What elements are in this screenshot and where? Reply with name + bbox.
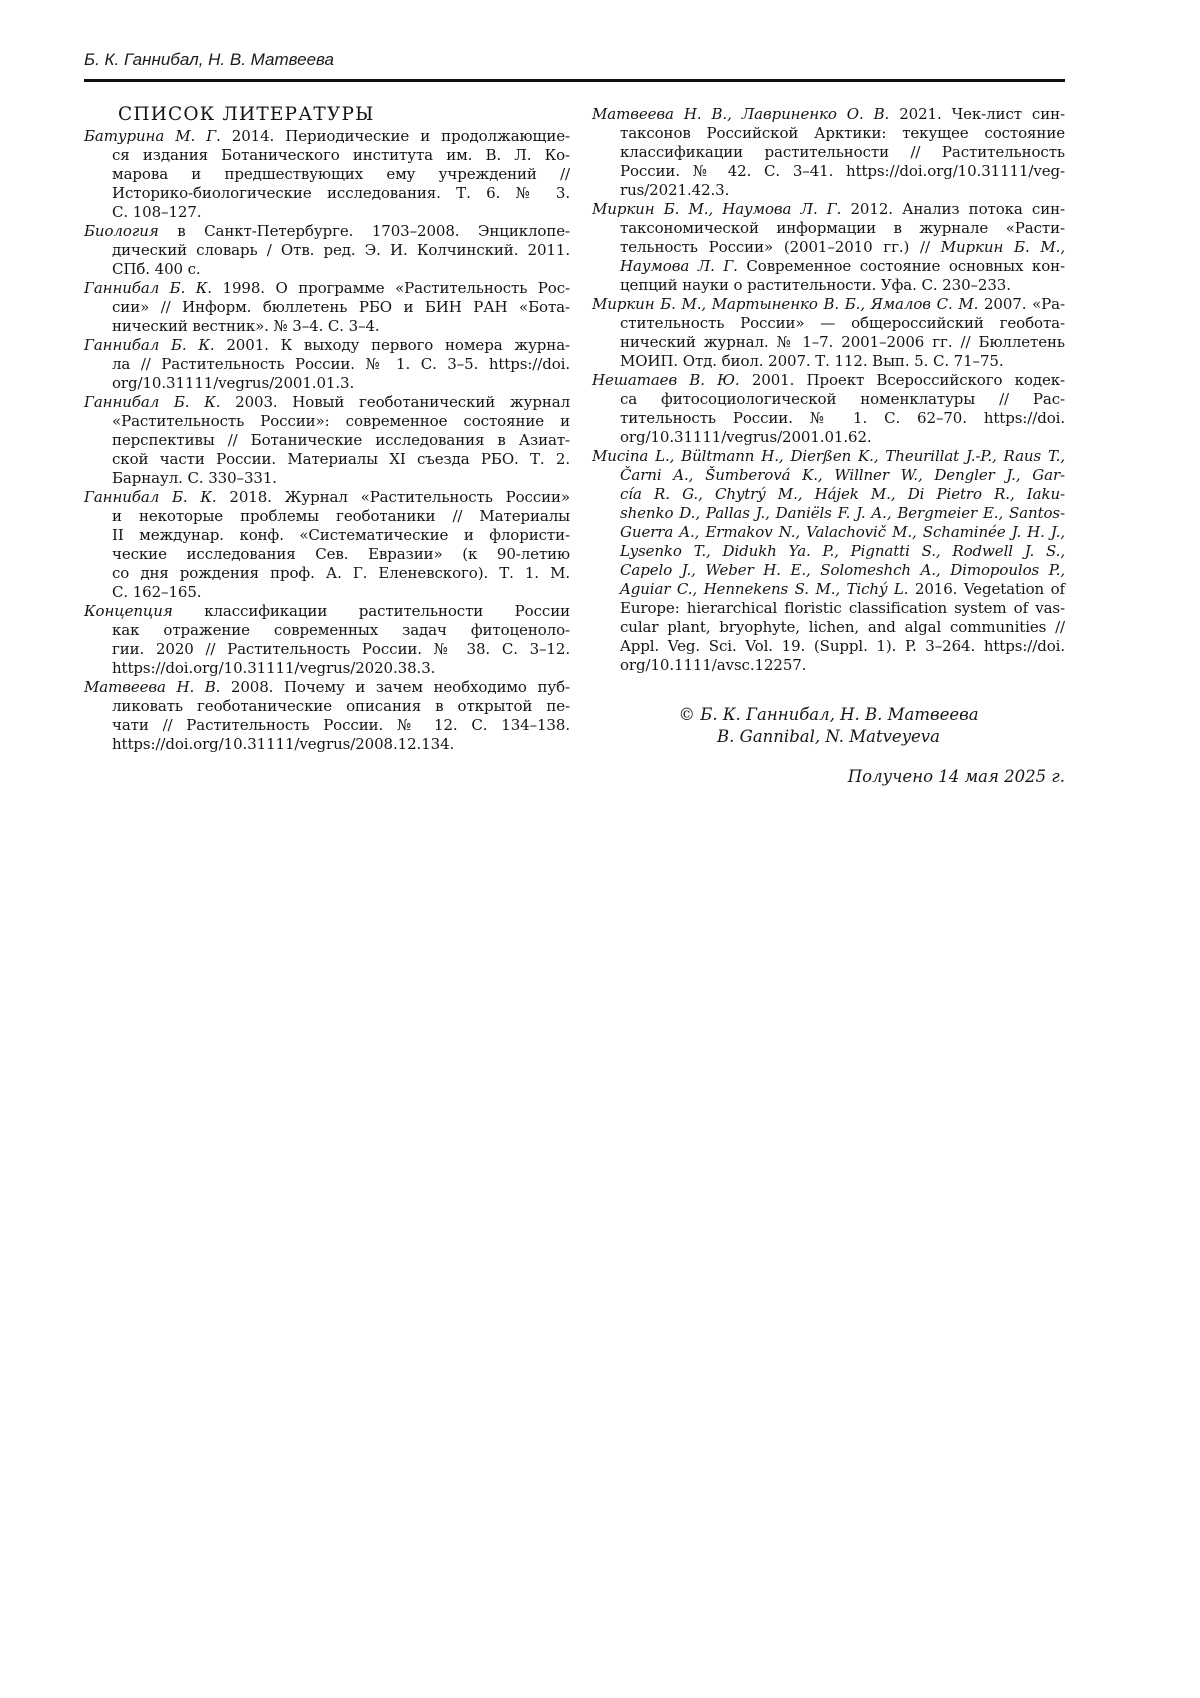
reference-line: [84, 146, 570, 165]
reference-text: России. № 42. С. 3–41. https://doi.org/10.31111/veg-: [620, 161, 1065, 180]
reference-entry: [592, 371, 1065, 447]
reference-authors: Čarni A., Šumberová K., Willner W., Dengler J., Gar-: [620, 465, 1065, 484]
reference-line: [592, 162, 1065, 181]
reference-line: [84, 222, 570, 241]
reference-text: нический вестник». № 3–4. С. 3–4.: [112, 316, 380, 335]
reference-text: МОИП. Отд. биол. 2007. Т. 112. Вып. 5. С. 71–75.: [620, 351, 1004, 370]
copyright-line-ru: © Б. К. Ганнибал, Н. В. Матвеева: [678, 704, 979, 724]
reference-entry: [84, 279, 570, 336]
reference-line: [84, 374, 570, 393]
reference-text: org/10.1111/avsc.12257.: [620, 655, 807, 674]
reference-line: [592, 181, 1065, 200]
reference-authors: Aguiar C., Hennekens S. M., Tichý L.: [620, 579, 909, 598]
reference-line: [592, 257, 1065, 276]
reference-text: гии. 2020 // Растительность России. № 38. С. 3–12.: [112, 639, 570, 658]
reference-text: Историко-биологические исследования. Т. 6. № 3.: [112, 183, 570, 202]
reference-text: дический словарь / Отв. ред. Э. И. Колчинский. 2011.: [112, 240, 570, 259]
reference-line: [84, 336, 570, 355]
reference-line: [84, 241, 570, 260]
reference-line: [592, 390, 1065, 409]
reference-line: [84, 735, 570, 754]
reference-text: «Растительность России»: современное состояние и: [112, 411, 570, 430]
reference-text: тельность России» (2001–2010 гг.) //: [620, 237, 941, 256]
reference-text: ческие исследования Сев. Евразии» (к 90-летию: [112, 544, 570, 563]
reference-line: [592, 143, 1065, 162]
reference-text: нический журнал. № 1–7. 2001–2006 гг. // Бюллетень: [620, 332, 1065, 351]
reference-text: сии» // Информ. бюллетень РБО и БИН РАН «Бота-: [112, 297, 570, 316]
running-head: Б. К. Ганнибал, Н. В. Матвеева: [84, 50, 334, 69]
reference-text: тительность России. № 1. С. 62–70. https://doi.: [620, 408, 1065, 427]
reference-text: 2001. К выходу первого номера журна-: [214, 335, 571, 354]
reference-line: [592, 105, 1065, 124]
reference-entry: [84, 127, 570, 222]
reference-line: [84, 317, 570, 336]
reference-entry: [84, 393, 570, 488]
reference-text: 2001. Проект Всероссийского кодек-: [739, 370, 1066, 389]
reference-line: [84, 640, 570, 659]
reference-authors: Миркин Б. М.,: [940, 237, 1065, 256]
reference-authors: Mucina L., Bültmann H., Dierßen K., Theurillat J.-P., Raus T.,: [592, 446, 1065, 465]
reference-line: [84, 393, 570, 412]
reference-line: [592, 504, 1065, 523]
reference-text: org/10.31111/vegrus/2001.01.3.: [112, 373, 355, 392]
reference-text: таксонов Российской Арктики: текущее состояние: [620, 123, 1065, 142]
reference-line: [592, 352, 1065, 371]
reference-text: 2012. Анализ потока син-: [841, 199, 1065, 218]
reference-authors: Концепция: [84, 601, 173, 620]
reference-line: [592, 523, 1065, 542]
reference-text: cular plant, bryophyte, lichen, and algal communities //: [620, 617, 1065, 636]
reference-line: [84, 431, 570, 450]
reference-text: Барнаул. С. 330–331.: [112, 468, 277, 487]
reference-text: ликовать геоботанические описания в открытой пе-: [112, 696, 570, 715]
reference-text: перспективы // Ботанические исследования в Азиат-: [112, 430, 570, 449]
section-title: СПИСОК ЛИТЕРАТУРЫ: [118, 103, 375, 125]
reference-text: 2018. Журнал «Растительность России»: [216, 487, 571, 506]
reference-text: II междунар. конф. «Систематические и флористи-: [112, 525, 570, 544]
reference-authors: Биология: [84, 221, 159, 240]
reference-text: 2021. Чек-лист син-: [889, 104, 1065, 123]
reference-line: [84, 678, 570, 697]
reference-list-left: [84, 127, 570, 754]
reference-line: [84, 450, 570, 469]
reference-text: https://doi.org/10.31111/vegrus/2008.12.134.: [112, 734, 455, 753]
reference-entry: [592, 200, 1065, 295]
reference-line: [592, 371, 1065, 390]
reference-text: классификации растительности России: [172, 601, 570, 620]
reference-text: со дня рождения проф. А. Г. Еленевского). Т. 1. М.: [112, 563, 570, 582]
reference-authors: Нешатаев В. Ю.: [592, 370, 740, 389]
reference-text: 2008. Почему и зачем необходимо пуб-: [220, 677, 570, 696]
reference-line: [84, 659, 570, 678]
reference-authors: Guerra A., Ermakov N., Valachovič M., Schaminée J. H. J.,: [620, 522, 1065, 541]
reference-entry: [84, 488, 570, 602]
reference-text: 1998. О программе «Растительность Рос-: [211, 278, 570, 297]
reference-authors: Батурина М. Г.: [84, 126, 221, 145]
reference-authors: Capelo J., Weber H. E., Solomeshch A., Dimopoulos P.,: [620, 560, 1065, 579]
reference-text: 2007. «Ра-: [978, 294, 1065, 313]
header-rule: [84, 79, 1065, 82]
reference-line: [592, 618, 1065, 637]
reference-line: [592, 333, 1065, 352]
reference-line: [592, 447, 1065, 466]
reference-authors: Ганнибал Б. К.: [84, 392, 221, 411]
reference-line: [592, 561, 1065, 580]
reference-line: [84, 469, 570, 488]
reference-line: [84, 488, 570, 507]
reference-text: классификации растительности // Растительность: [620, 142, 1065, 161]
reference-line: [84, 165, 570, 184]
reference-authors: Ганнибал Б. К.: [84, 278, 212, 297]
reference-text: https://doi.org/10.31111/vegrus/2020.38.3.: [112, 658, 436, 677]
reference-line: [84, 184, 570, 203]
reference-authors: Миркин Б. М., Наумова Л. Г.: [592, 199, 842, 218]
reference-line: [592, 428, 1065, 447]
reference-text: Современное состояние основных кон-: [737, 256, 1066, 275]
reference-line: [84, 412, 570, 431]
reference-list-right: [592, 105, 1065, 675]
reference-authors: Наумова Л. Г.: [620, 256, 738, 275]
reference-entry: [592, 105, 1065, 200]
reference-line: [84, 526, 570, 545]
reference-line: [84, 716, 570, 735]
reference-line: [84, 203, 570, 222]
reference-authors: cía R. G., Chytrý M., Hájek M., Di Pietro R., Iaku-: [620, 484, 1065, 503]
references-column-left: [84, 105, 570, 787]
reference-text: цепций науки о растительности. Уфа. С. 230–233.: [620, 275, 1011, 294]
reference-entry: [84, 602, 570, 678]
reference-line: [592, 238, 1065, 257]
reference-text: в Санкт-Петербурге. 1703–2008. Энциклопе-: [158, 221, 570, 240]
reference-line: [84, 507, 570, 526]
reference-line: [84, 621, 570, 640]
copyright-line-en: B. Gannibal, N. Matveyeva: [717, 726, 940, 746]
reference-line: [84, 127, 570, 146]
reference-entry: [592, 295, 1065, 371]
reference-line: [592, 485, 1065, 504]
reference-authors: Ганнибал Б. К.: [84, 487, 217, 506]
reference-text: таксономической информации в журнале «Расти-: [620, 218, 1065, 237]
reference-authors: Ганнибал Б. К.: [84, 335, 215, 354]
reference-entry: [84, 678, 570, 754]
reference-line: [592, 599, 1065, 618]
reference-text: ся издания Ботанического института им. В. Л. Ко-: [112, 145, 570, 164]
reference-authors: Lysenko T., Didukh Ya. P., Pignatti S., Rodwell J. S.,: [620, 541, 1065, 560]
reference-line: [592, 276, 1065, 295]
reference-text: С. 108–127.: [112, 202, 202, 221]
reference-text: чати // Растительность России. № 12. С. 134–138.: [112, 715, 570, 734]
reference-text: 2003. Новый геоботанический журнал: [220, 392, 570, 411]
reference-line: [592, 200, 1065, 219]
reference-line: [592, 466, 1065, 485]
reference-authors: Матвеева Н. В., Лавриненко О. В.: [592, 104, 890, 123]
reference-entry: [84, 336, 570, 393]
reference-line: [592, 314, 1065, 333]
reference-text: стительность России» — общероссийский геобота-: [620, 313, 1065, 332]
reference-line: [592, 124, 1065, 143]
reference-entry: [592, 447, 1065, 675]
reference-text: са фитосоциологической номенклатуры // Рас-: [620, 389, 1065, 408]
reference-line: [592, 219, 1065, 238]
reference-text: как отражение современных задач фитоценоло-: [112, 620, 570, 639]
reference-text: ла // Растительность России. № 1. С. 3–5. https://doi.: [112, 354, 570, 373]
reference-line: [84, 583, 570, 602]
reference-text: ской части России. Материалы XI съезда РБО. Т. 2.: [112, 449, 570, 468]
reference-authors: shenko D., Pallas J., Daniëls F. J. A., Bergmeier E., Santos-: [620, 503, 1065, 522]
reference-text: 2016. Vegetation of: [908, 579, 1065, 598]
reference-text: С. 162–165.: [112, 582, 202, 601]
reference-line: [84, 602, 570, 621]
reference-line: [592, 409, 1065, 428]
reference-line: [84, 279, 570, 298]
copyright-block: [592, 704, 1065, 748]
reference-line: [592, 580, 1065, 599]
reference-line: [84, 355, 570, 374]
reference-text: Europe: hierarchical floristic classification system of vas-: [620, 598, 1065, 617]
reference-authors: Матвеева Н. В.: [84, 677, 221, 696]
reference-line: [84, 564, 570, 583]
reference-text: СПб. 400 с.: [112, 259, 201, 278]
reference-line: [592, 656, 1065, 675]
reference-line: [84, 298, 570, 317]
reference-line: [592, 295, 1065, 314]
reference-line: [84, 260, 570, 279]
reference-line: [84, 697, 570, 716]
reference-text: rus/2021.42.3.: [620, 180, 730, 199]
two-column-layout: [84, 105, 1065, 787]
reference-text: марова и предшествующих ему учреждений //: [112, 164, 570, 183]
received-date: Получено 14 мая 2025 г.: [847, 766, 1065, 786]
reference-text: 2014. Периодические и продолжающие-: [220, 126, 570, 145]
reference-text: и некоторые проблемы геоботаники // Материалы: [112, 506, 570, 525]
reference-entry: [84, 222, 570, 279]
reference-line: [592, 542, 1065, 561]
reference-text: Appl. Veg. Sci. Vol. 19. (Suppl. 1). P. 3–264. https://doi.: [620, 636, 1065, 655]
reference-text: org/10.31111/vegrus/2001.01.62.: [620, 427, 872, 446]
reference-line: [592, 637, 1065, 656]
references-column-right: [592, 105, 1065, 787]
reference-line: [84, 545, 570, 564]
reference-authors: Миркин Б. М., Мартыненко В. Б., Ямалов С. М.: [592, 294, 979, 313]
